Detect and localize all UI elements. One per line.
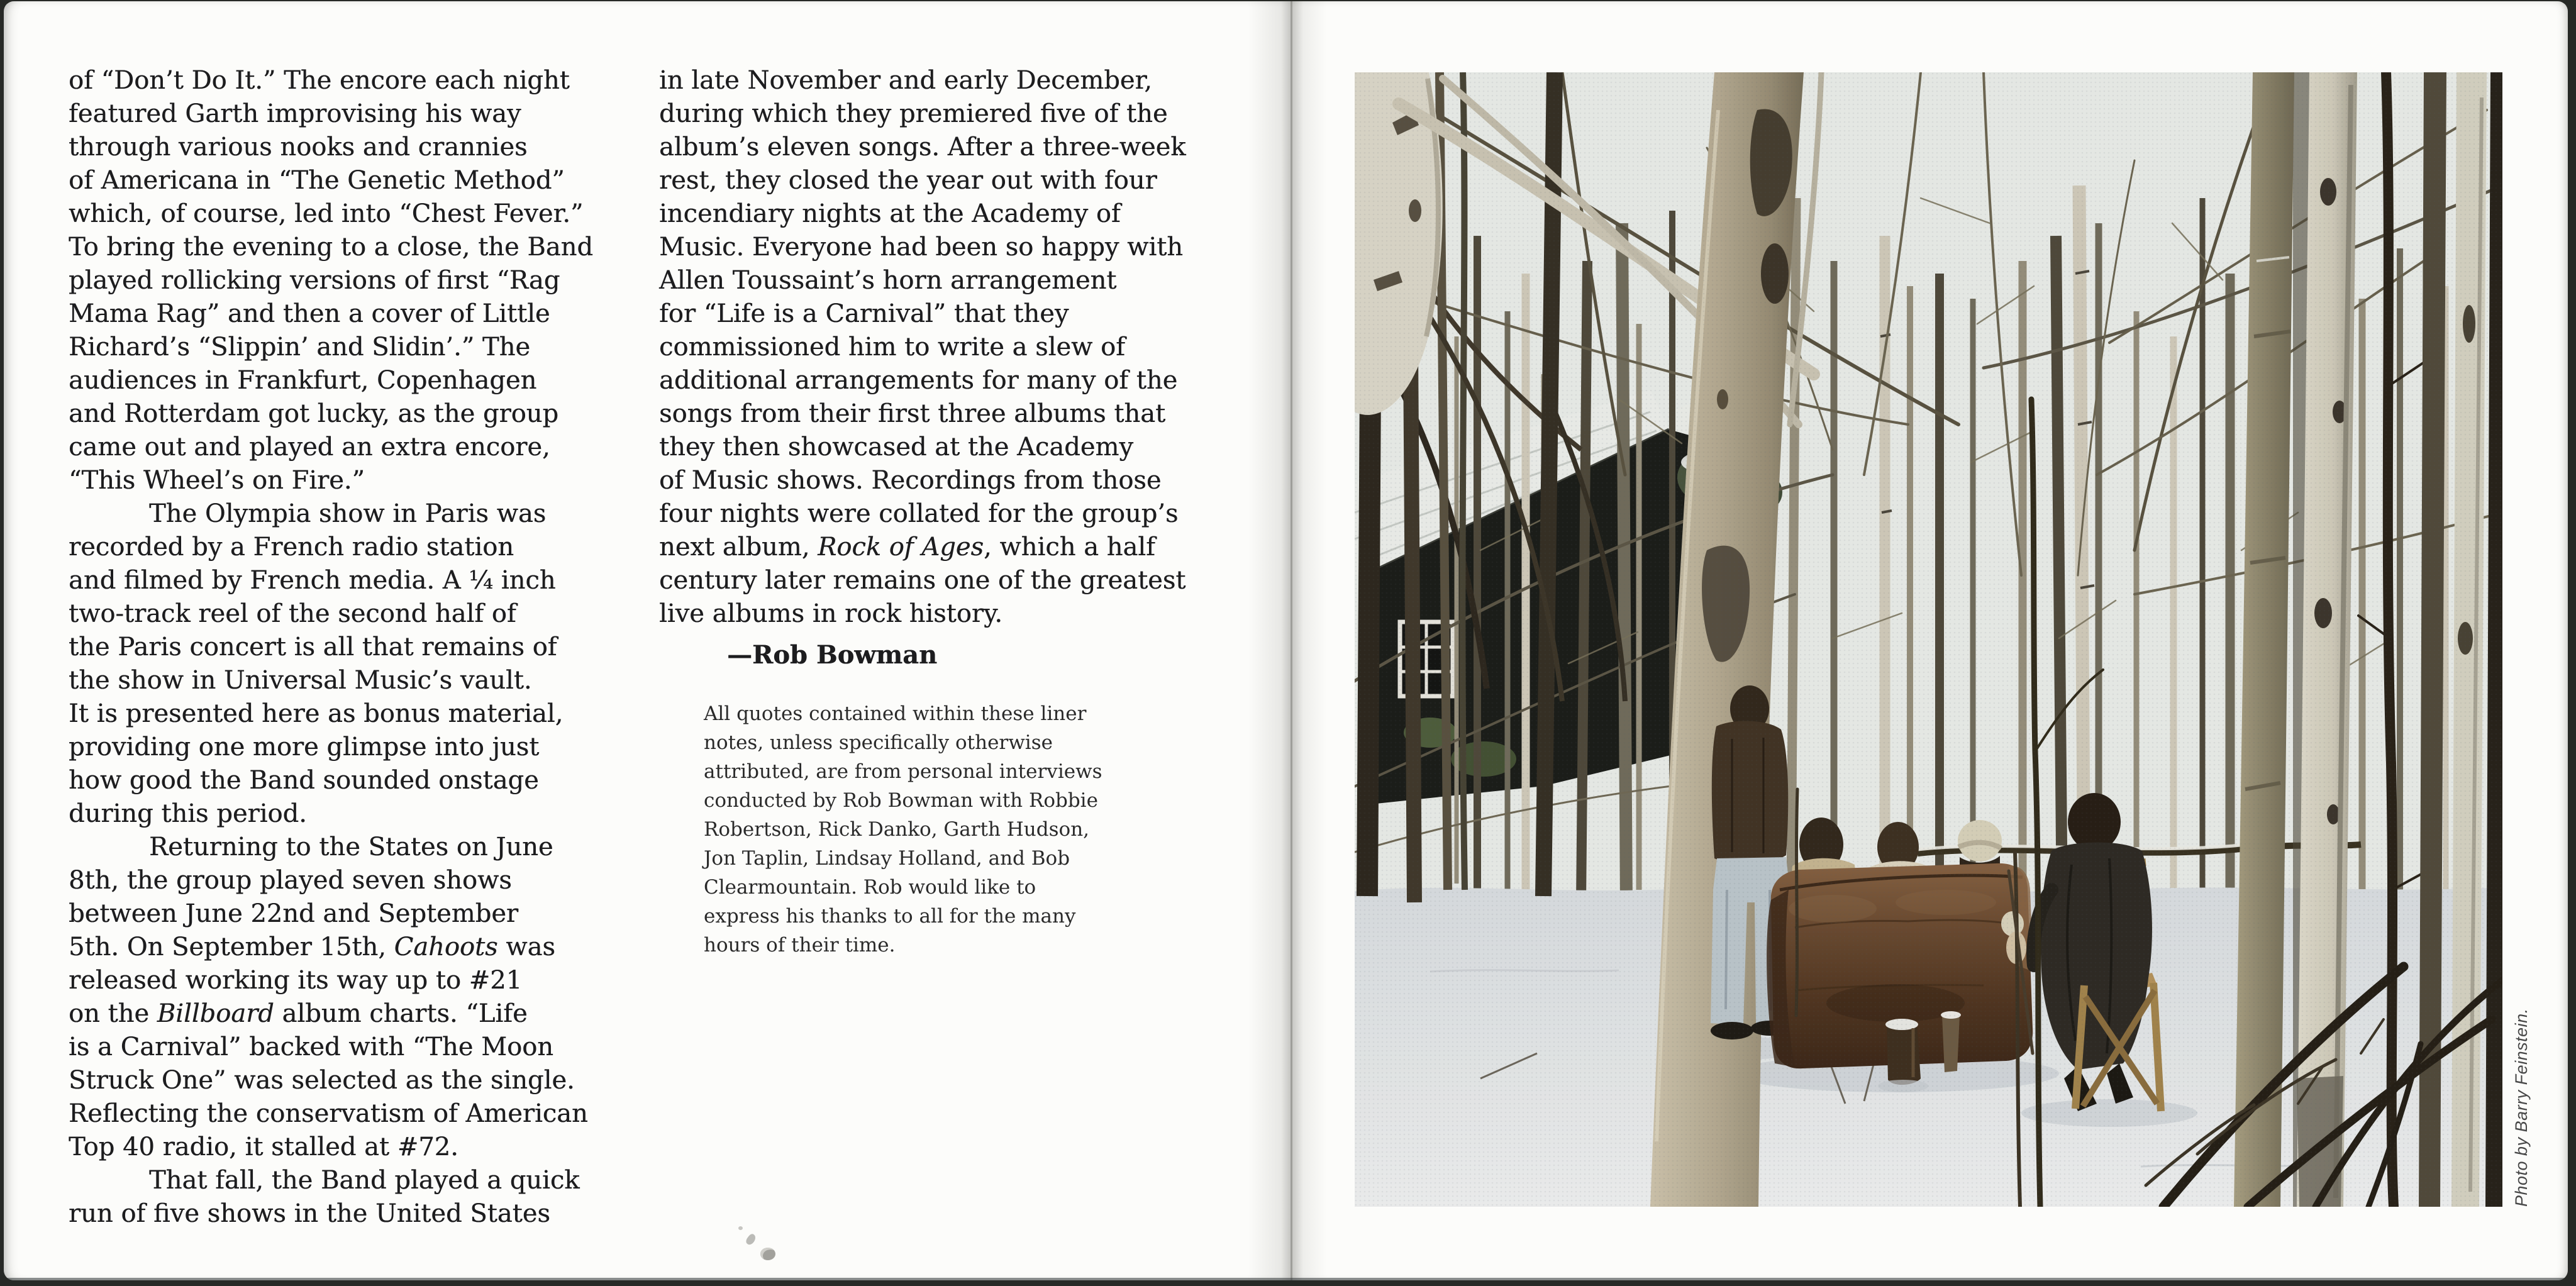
text-line: four nights were collated for the group’s xyxy=(659,499,1179,528)
text-line: came out and played an extra encore, xyxy=(69,433,550,462)
text-line: century later remains one of the greatest xyxy=(659,566,1186,595)
center-fold-shadow xyxy=(1248,1,1327,1280)
text-line: during this period. xyxy=(69,799,307,828)
text-line: Music. Everyone had been so happy with xyxy=(659,233,1183,262)
booklet-spread xyxy=(4,1,2568,1280)
text-line: on the Billboard album charts. “Life xyxy=(69,999,528,1028)
text-line: next album, Rock of Ages, which a half xyxy=(659,533,1155,562)
text-line: in late November and early December, xyxy=(659,66,1152,95)
text-line: notes, unless specifically otherwise xyxy=(704,731,1053,754)
text-line: incendiary nights at the Academy of xyxy=(659,199,1121,228)
text-line: how good the Band sounded onstage xyxy=(69,766,539,795)
text-line: Returning to the States on June xyxy=(149,833,553,862)
text-line: they then showcased at the Academy xyxy=(659,433,1133,462)
text-line: between June 22nd and September xyxy=(69,899,519,928)
text-line: of Music shows. Recordings from those xyxy=(659,466,1162,495)
text-line: the show in Universal Music’s vault. xyxy=(69,666,532,695)
text-line: recorded by a French radio station xyxy=(69,533,514,562)
body-paragraph xyxy=(69,831,642,1164)
text-line: and Rotterdam got lucky, as the group xyxy=(69,399,559,428)
text-line: Richard’s “Slippin’ and Slidin’.” The xyxy=(69,333,531,362)
text-line: It is presented here as bonus material, xyxy=(69,699,564,728)
text-line: of “Don’t Do It.” The encore each night xyxy=(69,66,570,95)
text-line: which, of course, led into “Chest Fever.” xyxy=(69,199,584,228)
byline xyxy=(727,638,1257,672)
text-line: attributed, are from personal interviews xyxy=(704,760,1102,783)
body-paragraph xyxy=(69,497,642,831)
liner-notes-column-2 xyxy=(659,64,1257,960)
text-line: Struck One” was selected as the single. xyxy=(69,1066,575,1095)
body-paragraph xyxy=(69,1164,642,1231)
text-line: Clearmountain. Rob would like to xyxy=(704,876,1036,899)
text-line: during which they premiered five of the xyxy=(659,99,1168,128)
text-line: run of five shows in the United States xyxy=(69,1199,550,1228)
band-snow-photo xyxy=(1355,72,2502,1207)
text-line: Mama Rag” and then a cover of Little xyxy=(69,299,550,328)
halftone-grain-overlay xyxy=(1355,72,2502,1207)
center-fold-crease xyxy=(1291,1,1292,1280)
text-line: rest, they closed the year out with four xyxy=(659,166,1157,195)
text-line: The Olympia show in Paris was xyxy=(149,499,547,528)
text-line: audiences in Frankfurt, Copenhagen xyxy=(69,366,537,395)
text-line: of Americana in “The Genetic Method” xyxy=(69,166,565,195)
text-line: conducted by Rob Bowman with Robbie xyxy=(704,789,1098,812)
text-line: hours of their time. xyxy=(704,934,896,956)
text-line: Reflecting the conservatism of American xyxy=(69,1099,588,1128)
page-bottom-edge xyxy=(4,1278,2568,1280)
photo-credit-caption: Photo by Barry Feinstein. xyxy=(2512,1008,2531,1207)
text-line: two-track reel of the second half of xyxy=(69,599,516,628)
text-line: 5th. On September 15th, Cahoots was xyxy=(69,933,555,962)
text-line: That fall, the Band played a quick xyxy=(149,1166,580,1195)
text-line: through various nooks and crannies xyxy=(69,133,528,162)
text-line: the Paris concert is all that remains of xyxy=(69,633,557,662)
text-line: “This Wheel’s on Fire.” xyxy=(69,466,365,495)
text-line: album’s eleven songs. After a three-week xyxy=(659,133,1186,162)
text-line: and filmed by French media. A ¼ inch xyxy=(69,566,556,595)
print-smudge xyxy=(760,1248,775,1260)
text-line: played rollicking versions of first “Rag xyxy=(69,266,560,295)
print-smudge xyxy=(738,1226,743,1230)
text-line: express his thanks to all for the many xyxy=(704,905,1076,928)
body-paragraph xyxy=(69,64,642,497)
text-line: Jon Taplin, Lindsay Holland, and Bob xyxy=(704,847,1070,870)
text-line: Allen Toussaint’s horn arrangement xyxy=(659,266,1117,295)
text-line: is a Carnival” backed with “The Moon xyxy=(69,1033,553,1062)
text-line: live albums in rock history. xyxy=(659,599,1002,628)
text-line: commissioned him to write a slew of xyxy=(659,333,1125,362)
liner-notes-column-1 xyxy=(69,64,642,1231)
text-line: To bring the evening to a close, the Band xyxy=(69,233,593,262)
text-line: released working its way up to #21 xyxy=(69,966,523,995)
text-line: additional arrangements for many of the xyxy=(659,366,1178,395)
text-line: for “Life is a Carnival” that they xyxy=(659,299,1069,328)
text-line: All quotes contained within these liner xyxy=(704,702,1087,725)
text-line: providing one more glimpse into just xyxy=(69,733,540,762)
print-smudge xyxy=(745,1233,758,1246)
text-line: songs from their first three albums that xyxy=(659,399,1166,428)
text-line: —Rob Bowman xyxy=(727,640,938,670)
body-paragraph xyxy=(659,64,1257,631)
text-line: featured Garth improvising his way xyxy=(69,99,521,128)
snow-forest-scene xyxy=(1355,72,2502,1207)
text-line: Robertson, Rick Danko, Garth Hudson, xyxy=(704,818,1090,841)
text-line: Top 40 radio, it stalled at #72. xyxy=(69,1133,458,1161)
note xyxy=(704,699,1257,960)
text-line: 8th, the group played seven shows xyxy=(69,866,512,895)
